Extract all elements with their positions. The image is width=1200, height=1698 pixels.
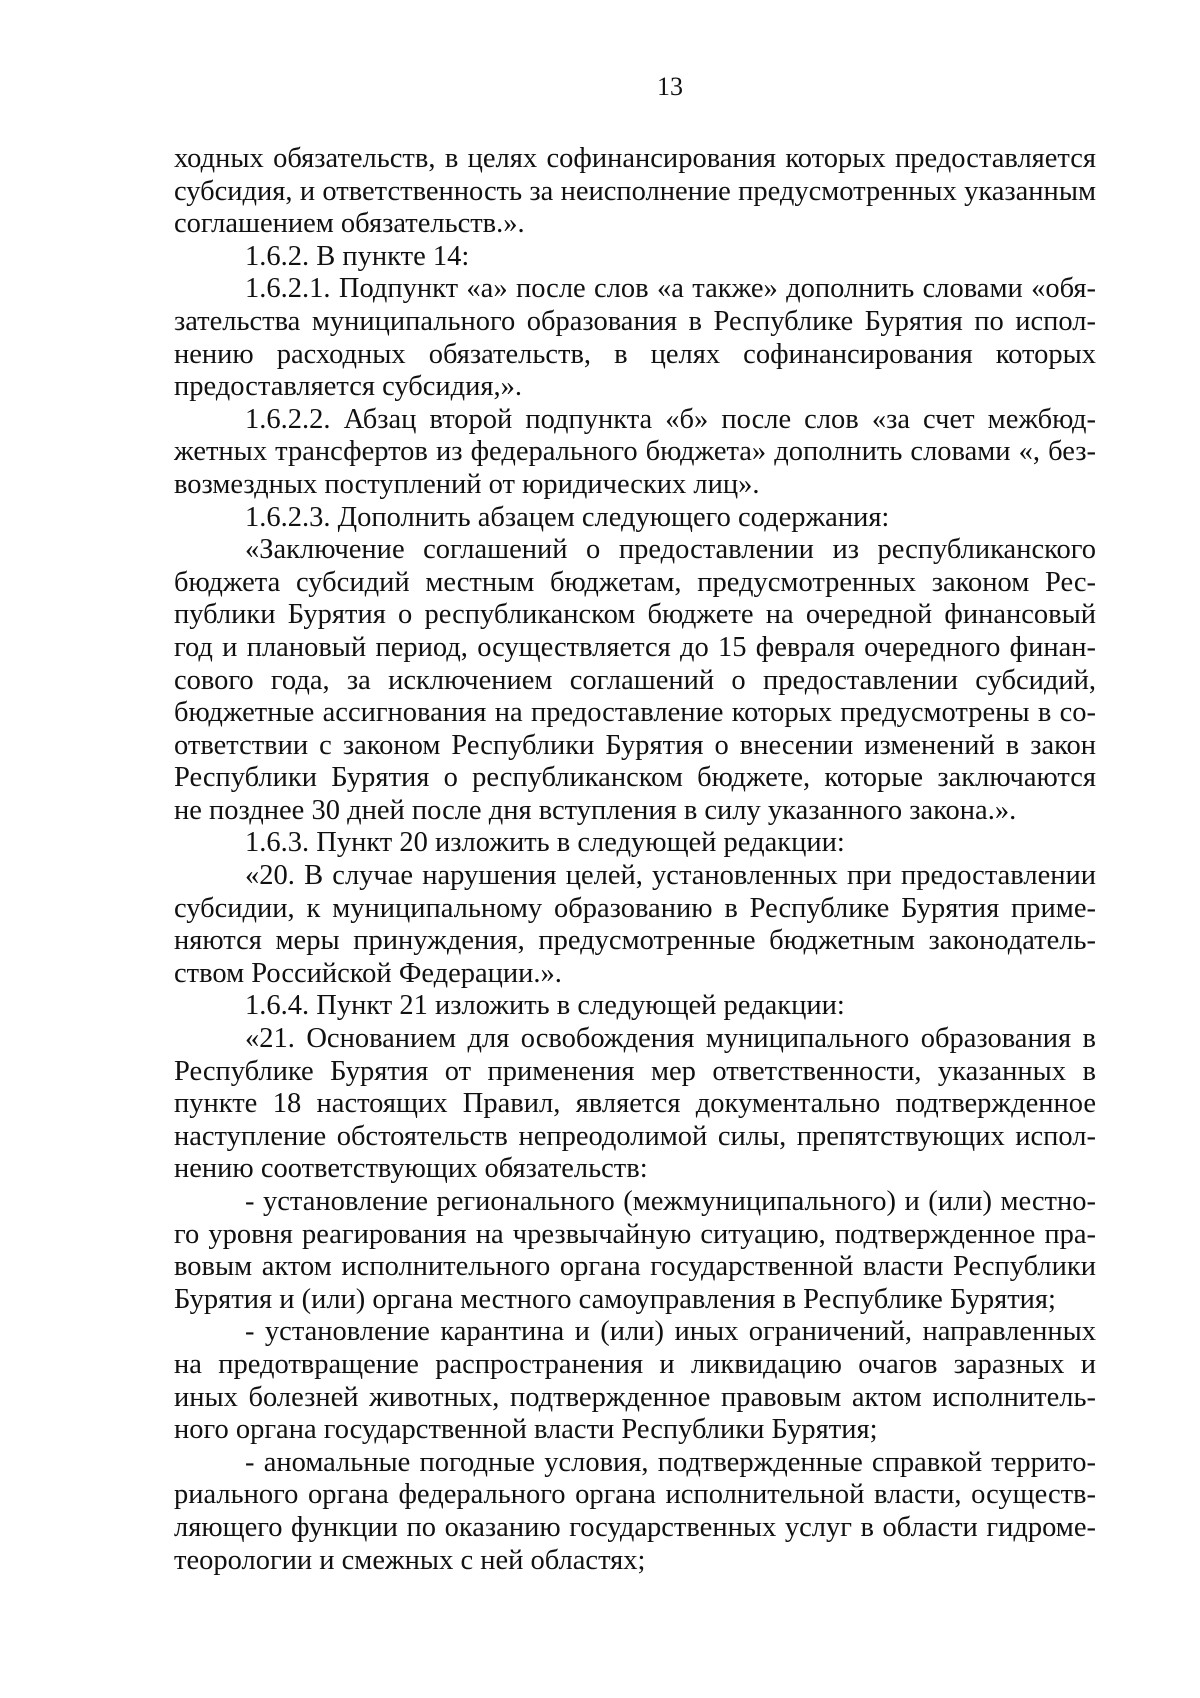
text-line: бюджета субсидий местным бюджетам, предусмотренных законом Рес- — [174, 566, 1096, 598]
text-line: - установление карантина и (или) иных ограничений, направленных — [245, 1316, 1096, 1348]
text-line: - аномальные погодные условия, подтвержденные справкой террито- — [245, 1446, 1096, 1478]
text-line: Республике Бурятия от применения мер ответственности, указанных в — [174, 1055, 1096, 1087]
text-line: вовым актом исполнительного органа государственной власти Республики — [174, 1251, 1096, 1283]
text-line: 1.6.4. Пункт 21 изложить в следующей редакции: — [245, 990, 845, 1022]
text-line: ляющего функции по оказанию государственных услуг в области гидроме- — [174, 1511, 1096, 1543]
text-line: ного органа государственной власти Республики Бурятия; — [174, 1414, 878, 1446]
text-line: пункте 18 настоящих Правил, является документально подтвержденное — [174, 1088, 1096, 1120]
text-line: бюджетные ассигнования на предоставление которых предусмотрены в со- — [174, 697, 1096, 729]
text-line: риального органа федерального органа исполнительной власти, осуществ- — [174, 1479, 1096, 1511]
text-line: соглашением обязательств.». — [174, 208, 525, 240]
text-line: 1.6.3. Пункт 20 изложить в следующей редакции: — [245, 827, 845, 859]
text-line: ответствии с законом Республики Бурятия о внесении изменений в закон — [174, 729, 1096, 761]
text-line: не позднее 30 дней после дня вступления в силу указанного закона.». — [174, 794, 1017, 826]
text-line: 1.6.2.2. Абзац второй подпункта «б» после слов «за счет межбюд- — [245, 403, 1096, 435]
text-line: Бурятия и (или) органа местного самоуправления в Республике Бурятия; — [174, 1283, 1056, 1315]
text-line: предоставляется субсидия,». — [174, 371, 522, 403]
text-line: нению соответствующих обязательств: — [174, 1153, 648, 1185]
text-line: «20. В случае нарушения целей, установленных при предоставлении — [245, 860, 1096, 892]
text-line: нению расходных обязательств, в целях софинансирования которых — [174, 338, 1096, 370]
document-body — [174, 143, 1096, 1577]
text-line: Республики Бурятия о республиканском бюджете, которые заключаются — [174, 762, 1096, 794]
text-line: 1.6.2.3. Дополнить абзацем следующего содержания: — [245, 501, 890, 533]
text-line: 1.6.2. В пункте 14: — [245, 240, 470, 272]
text-line: ходных обязательств, в целях софинансирования которых предоставляется — [174, 143, 1096, 174]
text-line: теорологии и смежных с ней областях; — [174, 1544, 646, 1576]
text-line: «Заключение соглашений о предоставлении из республиканского — [245, 534, 1096, 566]
text-line: субсидии, к муниципальному образованию в Республике Бурятия приме- — [174, 892, 1096, 924]
text-line: год и плановый период, осуществляется до 15 февраля очередного финан- — [174, 631, 1096, 663]
text-line: зательства муниципального образования в Республике Бурятия по испол- — [174, 305, 1096, 337]
text-line: субсидия, и ответственность за неисполнение предусмотренных указанным — [174, 175, 1096, 207]
page-number: 13 — [657, 72, 683, 101]
text-line: 1.6.2.1. Подпункт «а» после слов «а также» дополнить словами «обя- — [245, 273, 1096, 305]
text-line: го уровня реагирования на чрезвычайную ситуацию, подтвержденное пра- — [174, 1218, 1096, 1250]
text-line: «21. Основанием для освобождения муниципального образования в — [245, 1023, 1096, 1055]
text-line: иных болезней животных, подтвержденное правовым актом исполнитель- — [174, 1381, 1096, 1413]
text-line: возмездных поступлений от юридических лиц». — [174, 468, 760, 500]
text-line: - установление регионального (межмуниципального) и (или) местно- — [245, 1186, 1096, 1217]
text-line: сового года, за исключением соглашений о предоставлении субсидий, — [174, 664, 1096, 696]
text-line: публики Бурятия о республиканском бюджете на очередной финансовый — [174, 599, 1096, 631]
text-line: на предотвращение распространения и ликвидацию очагов заразных и — [174, 1348, 1096, 1380]
text-line: наступление обстоятельств непреодолимой силы, препятствующих испол- — [174, 1120, 1096, 1152]
text-line: жетных трансфертов из федерального бюджета» дополнить словами «, без- — [174, 436, 1096, 468]
text-line: няются меры принуждения, предусмотренные бюджетным законодатель- — [174, 925, 1096, 957]
text-line: ством Российской Федерации.». — [174, 957, 562, 989]
